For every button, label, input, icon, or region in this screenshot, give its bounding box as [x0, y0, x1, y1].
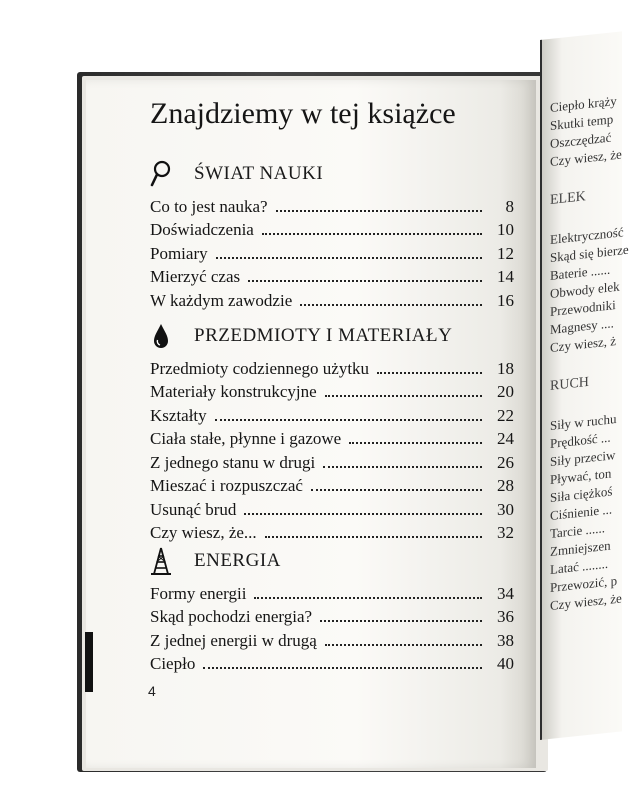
- right-page-line: Przewodniki: [550, 297, 616, 319]
- toc-entry-page: 32: [497, 523, 514, 542]
- toc-entry-page: 30: [497, 499, 514, 519]
- toc-entry-page: 22: [497, 405, 514, 425]
- section-header-energia: [148, 546, 281, 576]
- page-title: Znajdziemy w tej książce: [150, 97, 456, 130]
- right-page-line: Zmniejszen: [550, 537, 611, 559]
- right-page-heading: ELEK: [550, 189, 586, 208]
- toc-entry-page: 36: [497, 607, 514, 626]
- toc-entry[interactable]: [150, 402, 514, 426]
- toc-entry[interactable]: [150, 240, 514, 264]
- section-label: PRZEDMIOTY I MATERIAŁY: [194, 325, 453, 346]
- right-page-line: Prędkość ...: [550, 429, 611, 451]
- dot-leader: [377, 371, 482, 374]
- toc-entry-title: Z jednej energii w drugą: [150, 630, 317, 650]
- toc-entry[interactable]: [150, 193, 514, 217]
- toc-entry-title: Z jednego stanu w drugi: [150, 452, 316, 472]
- right-page-line: Obwody elek: [550, 278, 620, 301]
- toc-list: [150, 193, 514, 311]
- dot-leader: [300, 303, 482, 306]
- magnifier-icon: [148, 159, 174, 189]
- toc-entry[interactable]: [150, 580, 514, 604]
- toc-entry-page: 18: [497, 358, 514, 378]
- toc-entry[interactable]: [150, 520, 514, 544]
- right-page-line: Baterie ......: [550, 261, 611, 283]
- right-page-line: Magnesy ....: [550, 315, 614, 337]
- toc-entry-title: Pomiary: [150, 243, 208, 263]
- right-page-line: Latać ........: [550, 555, 609, 577]
- right-page-line: Elektryczność: [550, 224, 624, 247]
- dot-leader: [265, 535, 482, 538]
- right-page-line: Siły przeciw: [550, 447, 616, 469]
- right-page-line: Przewozić, p: [550, 572, 618, 595]
- toc-entry-page: 20: [497, 382, 514, 401]
- toc-entry-page: 28: [497, 476, 514, 495]
- right-page-line: Siła ciężkoś: [550, 483, 613, 505]
- dot-leader: [349, 441, 482, 444]
- right-page-heading: RUCH: [550, 374, 589, 394]
- toc-entry[interactable]: [150, 651, 514, 675]
- toc-entry-title: Czy wiesz, że...: [150, 523, 257, 542]
- toc-entry-page: 8: [505, 196, 514, 216]
- dot-leader: [325, 643, 482, 646]
- dot-leader: [244, 512, 482, 515]
- right-page-line: Siły w ruchu: [550, 410, 617, 433]
- toc-entry[interactable]: [150, 426, 514, 450]
- toc-entry-title: Formy energii: [150, 583, 247, 603]
- toc-list: [150, 355, 514, 543]
- toc-entry-page: 26: [497, 452, 514, 472]
- dot-leader: [248, 279, 482, 282]
- toc-entry-title: Mieszać i rozpuszczać: [150, 476, 303, 495]
- toc-entry[interactable]: [150, 627, 514, 651]
- toc-entry[interactable]: [150, 379, 514, 403]
- dot-leader: [311, 488, 482, 491]
- toc-entry-page: 40: [497, 654, 514, 673]
- dot-leader: [262, 232, 482, 235]
- toc-entry-title: Przedmioty codziennego użytku: [150, 358, 370, 378]
- toc-entry-title: Co to jest nauka?: [150, 196, 268, 216]
- dot-leader: [276, 209, 482, 212]
- toc-entry-page: 14: [497, 267, 514, 286]
- toc-entry[interactable]: [150, 355, 514, 379]
- toc-entry[interactable]: [150, 473, 514, 497]
- right-page-line: Ciepło krąży: [550, 92, 617, 115]
- right-page-line: Skutki temp: [550, 111, 614, 133]
- spine-shadow: [85, 632, 93, 692]
- toc-entry-title: Mierzyć czas: [150, 267, 241, 286]
- dot-leader: [216, 256, 482, 259]
- section-label: ŚWIAT NAUKI: [194, 163, 324, 184]
- section-header-swiat-nauki: [148, 159, 323, 189]
- toc-entry[interactable]: [150, 449, 514, 473]
- toc-entry-title: Skąd pochodzi energia?: [150, 607, 313, 626]
- toc-list: [150, 580, 514, 674]
- dot-leader: [215, 418, 482, 421]
- toc-entry-title: W każdym zawodzie: [150, 290, 293, 310]
- drop-icon: [148, 321, 174, 351]
- toc-entry-page: 16: [497, 290, 514, 310]
- dot-leader: [203, 666, 482, 669]
- toc-entry-title: Usunąć brud: [150, 499, 237, 519]
- toc-entry-title: Materiały konstrukcyjne: [150, 382, 317, 401]
- toc-entry-page: 38: [497, 630, 514, 650]
- dot-leader: [325, 394, 482, 397]
- right-page-line: Pływać, ton: [550, 465, 612, 487]
- toc-entry[interactable]: [150, 604, 514, 628]
- right-page-line: Oszczędzać: [550, 129, 612, 151]
- toc-entry-page: 34: [497, 583, 514, 603]
- right-page: [540, 31, 629, 740]
- toc-entry-title: Doświadczenia: [150, 220, 254, 239]
- right-page-line: Tarcie ......: [550, 520, 606, 541]
- toc-entry-title: Ciała stałe, płynne i gazowe: [150, 429, 342, 448]
- toc-entry-page: 12: [497, 243, 514, 263]
- dot-leader: [323, 465, 482, 468]
- right-page-line: Ciśnienie ...: [550, 501, 613, 523]
- toc-entry-title: Kształty: [150, 405, 207, 425]
- section-header-przedmioty: [148, 321, 452, 351]
- toc-entry[interactable]: [150, 496, 514, 520]
- right-page-line: Czy wiesz, że: [550, 590, 622, 613]
- toc-entry[interactable]: [150, 264, 514, 288]
- right-page-line: Czy wiesz, ż: [550, 333, 617, 355]
- toc-entry[interactable]: [150, 217, 514, 241]
- oil-derrick-icon: [148, 546, 174, 576]
- dot-leader: [254, 596, 482, 599]
- toc-entry-page: 10: [497, 220, 514, 239]
- toc-entry[interactable]: [150, 287, 514, 311]
- toc-entry-page: 24: [497, 429, 514, 448]
- dot-leader: [320, 619, 482, 622]
- section-label: ENERGIA: [194, 550, 281, 571]
- right-page-line: Skąd się bierze: [550, 241, 629, 265]
- toc-entry-title: Ciepło: [150, 654, 196, 673]
- right-page-line: Czy wiesz, że: [550, 146, 622, 169]
- page-number: 4: [148, 683, 156, 699]
